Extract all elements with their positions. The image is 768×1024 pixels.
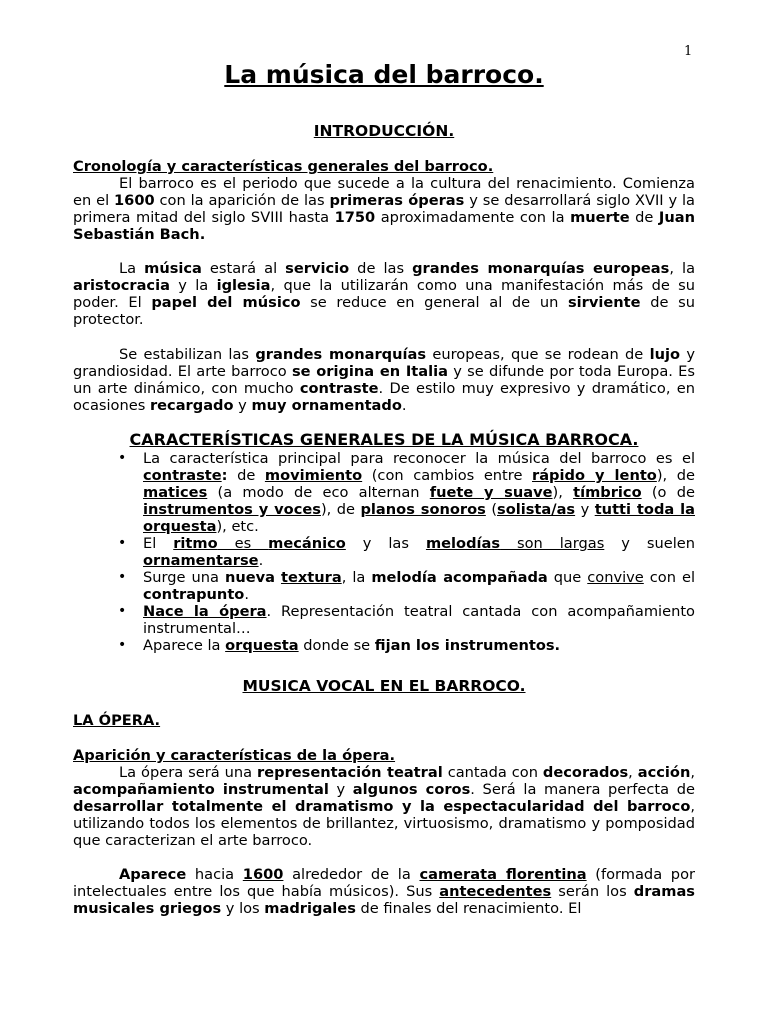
- text-run: servicio: [285, 260, 350, 277]
- text-run: ,: [690, 764, 695, 781]
- text-run: dramas musicales griegos: [73, 883, 695, 917]
- text-run: contraste: [143, 467, 222, 484]
- text-run: recargado: [149, 397, 234, 414]
- text-run: . Representación teatral cantada con acompañamiento instrumental…: [143, 603, 695, 637]
- text-run: , que la utilizarán como una manifestación más de su poder. El: [73, 277, 696, 311]
- text-run: acción: [637, 764, 691, 781]
- text-run: fijan los instrumentos.: [374, 637, 561, 654]
- text-run: donde se: [298, 637, 375, 654]
- text-run: ), de: [320, 501, 361, 518]
- document-title: La música del barroco.: [224, 60, 544, 89]
- text-run: sirviente: [567, 294, 641, 311]
- text-run: .: [401, 397, 407, 414]
- paragraph-body: [73, 346, 695, 414]
- list-item-text: [143, 637, 560, 654]
- text-run: representación teatral: [257, 764, 443, 781]
- text-run: :: [221, 467, 228, 484]
- text-run: Juan Sebastián Bach.: [73, 209, 695, 243]
- caracteristicas-list: [73, 450, 695, 654]
- text-run: , utilizando todos los elementos de brillantez, virtuosismo, dramatismo y pomposidad que caracterizan el arte barroco.: [73, 798, 695, 849]
- text-run: con el: [643, 569, 696, 586]
- text-run: de su protector.: [73, 294, 695, 328]
- text-run: El: [143, 535, 174, 552]
- text-run: alrededor de la: [283, 866, 420, 883]
- text-run: Nace la ópera: [143, 603, 267, 620]
- cronologia-heading-text: Cronología y características generales del barroco.: [73, 158, 494, 175]
- text-run: tutti toda la orquesta: [143, 501, 695, 535]
- text-run: madrigales: [264, 900, 356, 917]
- text-run: ornamentarse: [143, 552, 259, 569]
- text-run: La: [119, 260, 145, 277]
- text-run: (con cambios entre: [362, 467, 533, 484]
- text-run: y la: [169, 277, 217, 294]
- bullet-icon: •: [118, 535, 127, 551]
- text-run: aristocracia: [73, 277, 170, 294]
- text-run: solista/as: [497, 501, 576, 518]
- bullet-icon: •: [118, 569, 127, 585]
- opera-subheading-text: LA ÓPERA.: [73, 712, 161, 729]
- paragraph-body: [73, 175, 695, 243]
- text-run: algunos coros: [352, 781, 471, 798]
- text-run: matices: [143, 484, 208, 501]
- text-run: y: [233, 397, 252, 414]
- text-run: contrapunto: [143, 586, 245, 603]
- text-run: fuete y suave: [429, 484, 553, 501]
- text-run: muerte: [570, 209, 630, 226]
- text-run: se origina en Italia: [291, 363, 448, 380]
- text-run: y se difunde por toda Europa. Es un arte dinámico, con mucho: [73, 363, 695, 397]
- bullet-icon: •: [118, 603, 127, 619]
- bullet-icon: •: [118, 637, 127, 653]
- text-run: son largas: [500, 535, 605, 552]
- text-run: papel del músico: [151, 294, 301, 311]
- text-run: es: [217, 535, 269, 552]
- text-run: melodías: [425, 535, 501, 552]
- paragraph-cronologia-3: [73, 346, 695, 414]
- list-item: [73, 535, 695, 569]
- section-heading-musica-vocal: MUSICA VOCAL EN EL BARROCO.: [242, 677, 526, 695]
- text-run: textura: [280, 569, 342, 586]
- text-run: se reduce en general al de un: [300, 294, 568, 311]
- text-run: rápido y lento: [532, 467, 657, 484]
- text-run: movimiento: [264, 467, 363, 484]
- text-run: La característica principal para reconocer la música del barroco es el: [143, 450, 695, 467]
- text-run: , la: [341, 569, 372, 586]
- text-run: ), etc.: [216, 518, 259, 535]
- text-run: 1600: [114, 192, 155, 209]
- text-run: hacia: [186, 866, 243, 883]
- text-run: y los: [221, 900, 265, 917]
- text-run: estará al: [201, 260, 286, 277]
- list-item: [73, 450, 695, 535]
- list-item-text: [143, 603, 695, 637]
- text-run: primeras óperas: [329, 192, 465, 209]
- text-run: grandes monarquías europeas: [412, 260, 670, 277]
- text-run: de finales del renacimiento. El: [355, 900, 582, 917]
- text-run: y: [575, 501, 595, 518]
- text-run: ), de: [656, 467, 695, 484]
- text-run: mecánico: [268, 535, 346, 552]
- text-run: contraste: [299, 380, 379, 397]
- text-run: . De estilo muy expresivo y dramático, en ocasiones: [73, 380, 695, 414]
- text-run: que: [547, 569, 588, 586]
- text-run: instrumentos y voces: [143, 501, 321, 518]
- text-run: Aparece la: [143, 637, 226, 654]
- paragraph-body: [73, 866, 695, 917]
- list-item: [73, 637, 695, 654]
- aparicion-heading: [73, 747, 695, 764]
- paragraph-opera-1: [73, 764, 695, 849]
- list-item-text: [143, 450, 695, 535]
- text-run: nueva: [224, 569, 275, 586]
- text-run: de las: [349, 260, 413, 277]
- list-item-text: [143, 535, 695, 569]
- opera-subheading: [73, 712, 695, 729]
- list-item: [73, 603, 695, 637]
- text-run: melodía acompañada: [371, 569, 548, 586]
- list-item-text: [143, 569, 695, 603]
- paragraph-body: [73, 764, 695, 849]
- text-run: 1750: [334, 209, 376, 226]
- section-heading-introduccion: INTRODUCCIÓN.: [313, 122, 455, 140]
- text-run: aproximadamente con la: [375, 209, 571, 226]
- text-run: música: [144, 260, 202, 277]
- aparicion-heading-text: Aparición y características de la ópera.: [73, 747, 396, 764]
- text-run: .: [258, 552, 264, 569]
- text-run: europeas, que se rodean de: [426, 346, 650, 363]
- text-run: 1600: [242, 866, 284, 883]
- text-run: ,: [628, 764, 638, 781]
- text-run: de: [629, 209, 659, 226]
- text-run: serán los: [551, 883, 634, 900]
- text-run: decorados: [542, 764, 629, 781]
- list-item: [73, 569, 695, 603]
- text-run: planos sonoros: [360, 501, 486, 518]
- text-run: orquesta: [225, 637, 299, 654]
- paragraph-body: [73, 260, 695, 328]
- text-run: de: [227, 467, 265, 484]
- cronologia-heading: [73, 158, 695, 175]
- text-run: lujo: [649, 346, 681, 363]
- paragraph-opera-2: [73, 866, 695, 917]
- text-run: , la: [669, 260, 696, 277]
- text-run: y se desarrollará siglo XVII y la primera mitad del siglo SVIII hasta: [73, 192, 695, 226]
- text-run: y suelen: [604, 535, 695, 552]
- text-run: y las: [345, 535, 426, 552]
- text-run: (a modo de eco alternan: [207, 484, 430, 501]
- text-run: (formada por intelectuales entre los que había músicos). Sus: [73, 866, 695, 900]
- text-run: (o de: [641, 484, 695, 501]
- text-run: .: [244, 586, 249, 603]
- text-run: antecedentes: [439, 883, 552, 900]
- text-run: convive: [587, 569, 644, 586]
- text-run: ),: [552, 484, 574, 501]
- paragraph-cronologia-2: [73, 260, 695, 328]
- text-run: (: [485, 501, 498, 518]
- text-run: desarrollar totalmente el dramatismo y la espectacularidad del barroco: [73, 798, 691, 815]
- text-run: El barroco es el periodo que sucede a la cultura del renacimiento. Comienza en el: [73, 175, 695, 209]
- section-heading-caracteristicas: CARACTERÍSTICAS GENERALES DE LA MÚSICA BARROCA.: [129, 430, 639, 449]
- text-run: Surge una: [143, 569, 225, 586]
- text-run: Aparece: [119, 866, 187, 883]
- text-run: camerata florentina: [419, 866, 587, 883]
- text-run: y grandiosidad. El arte barroco: [73, 346, 695, 380]
- text-run: muy ornamentado: [251, 397, 402, 414]
- text-run: tímbrico: [573, 484, 642, 501]
- text-run: ritmo: [173, 535, 218, 552]
- text-run: La ópera será una: [119, 764, 258, 781]
- text-run: cantada con: [442, 764, 543, 781]
- bullet-icon: •: [118, 450, 127, 466]
- page-number: 1: [684, 44, 693, 59]
- text-run: Se estabilizan las: [119, 346, 256, 363]
- text-run: grandes monarquías: [255, 346, 427, 363]
- text-run: con la aparición de las: [154, 192, 330, 209]
- text-run: . Será la manera perfecta de: [470, 781, 695, 798]
- text-run: iglesia: [216, 277, 271, 294]
- paragraph-cronologia-1: [73, 175, 695, 243]
- text-run: acompañamiento instrumental: [73, 781, 329, 798]
- text-run: y: [328, 781, 353, 798]
